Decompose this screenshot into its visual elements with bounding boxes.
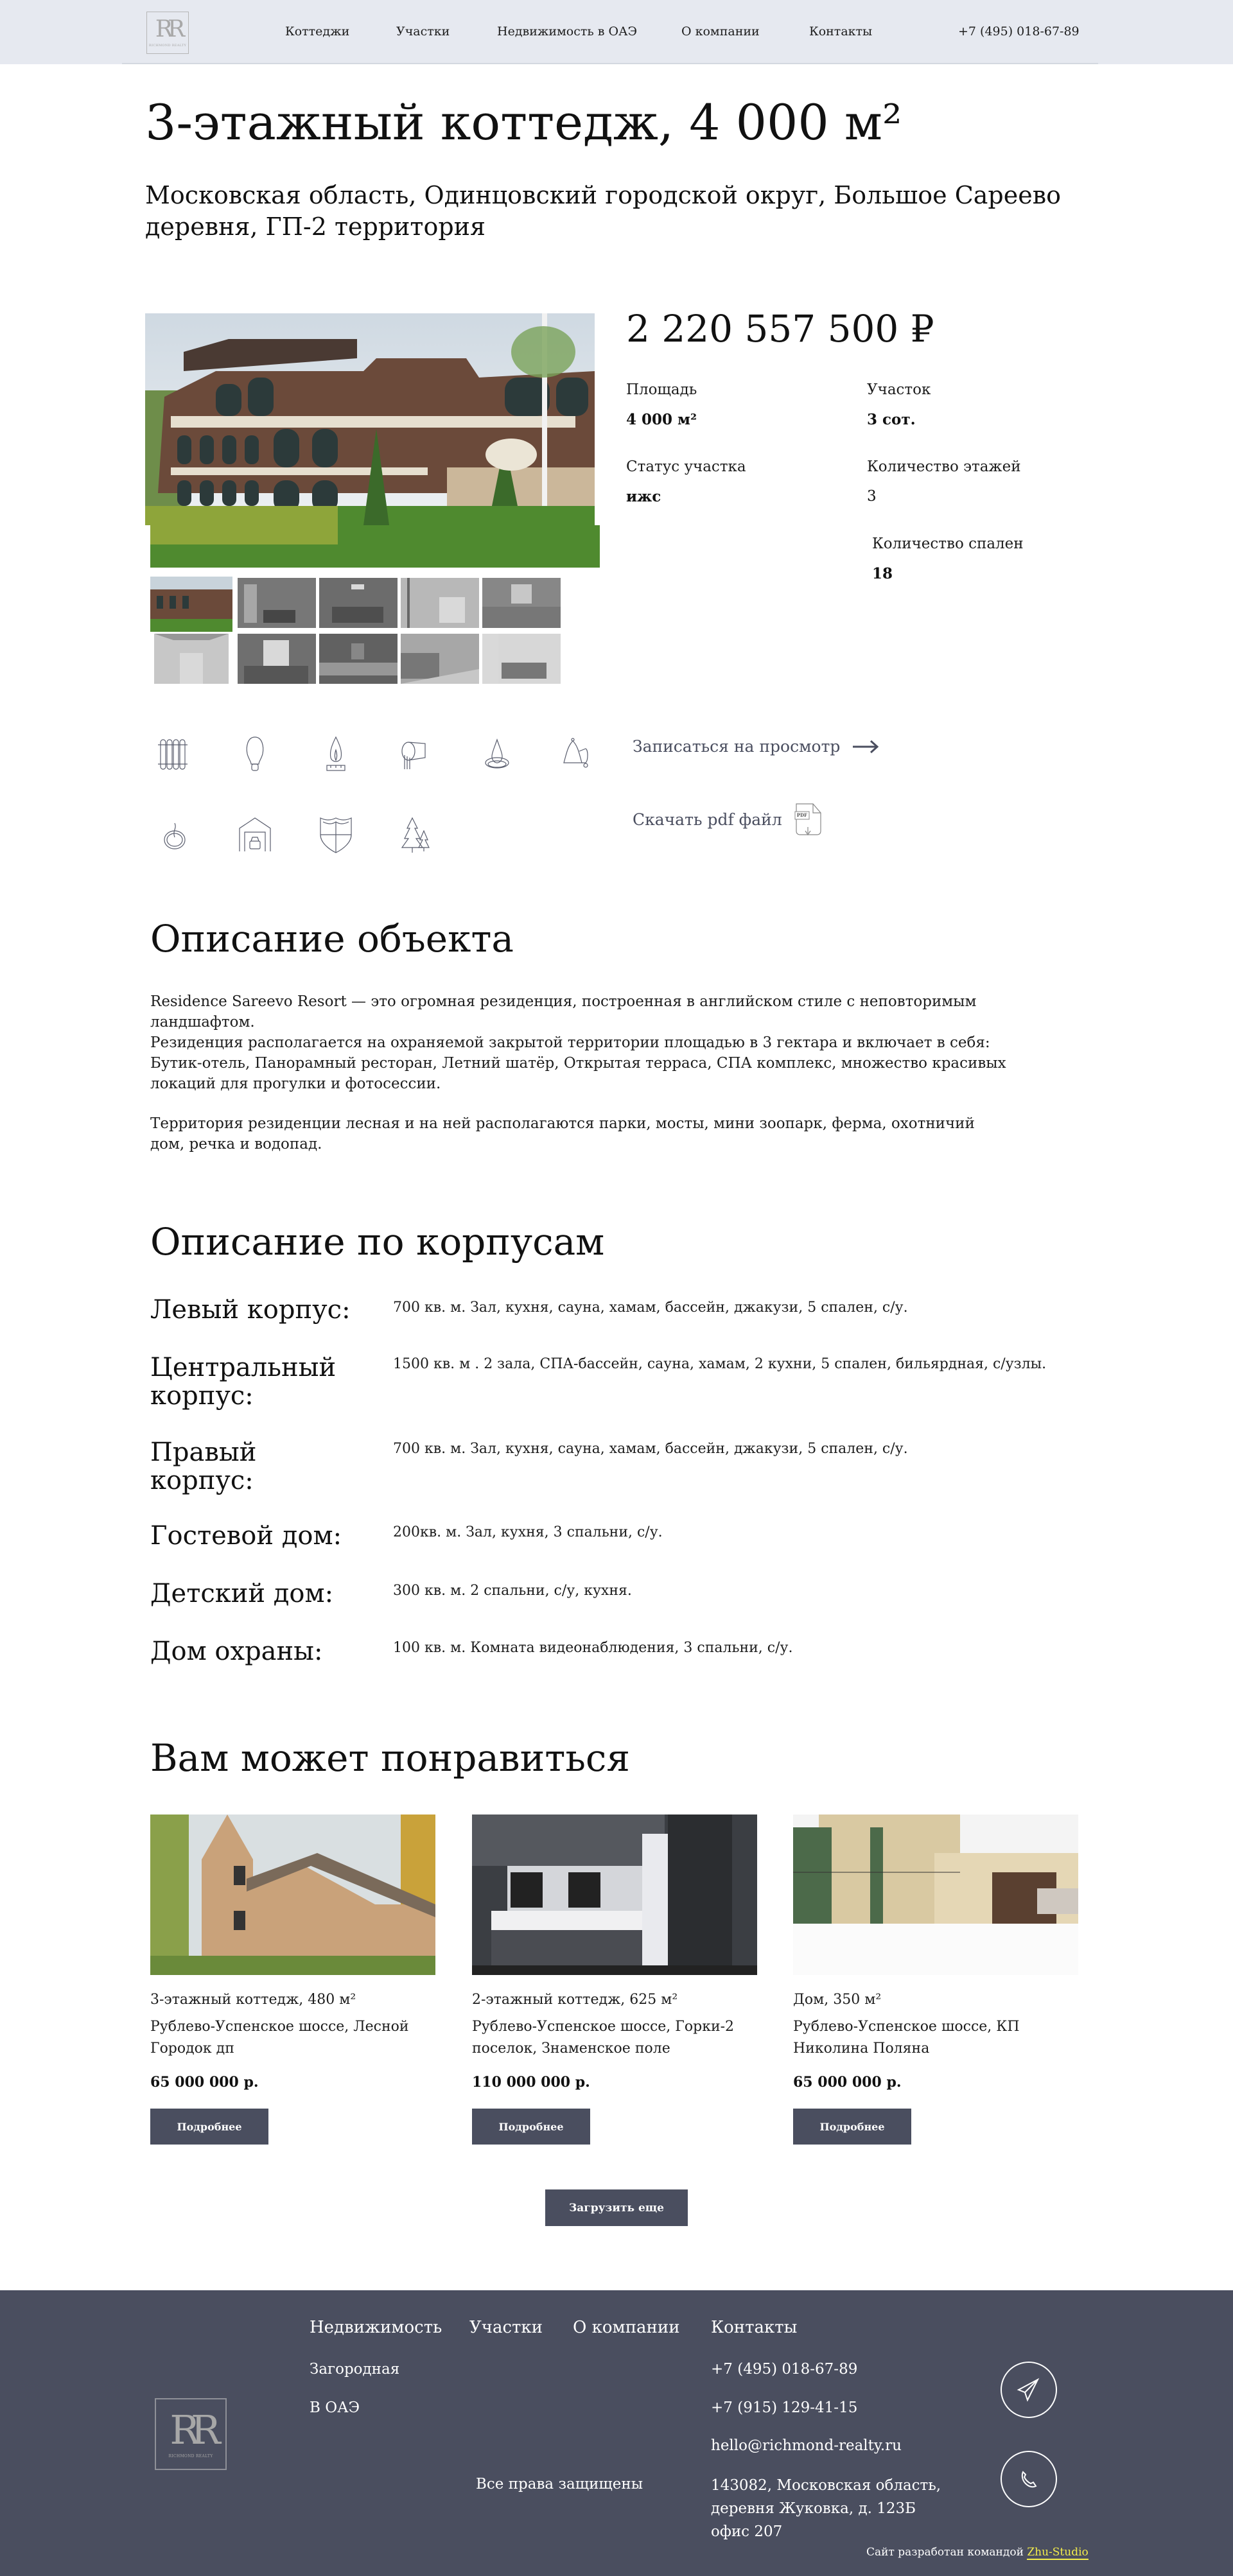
book-viewing-label: Записаться на просмотр	[633, 737, 841, 756]
recommendation-card	[150, 1815, 435, 2133]
spec-plot-label: Участок	[867, 381, 931, 398]
footer-rights: Все права защищены	[476, 2476, 643, 2493]
credit-prefix: Сайт разработан командой	[866, 2546, 1024, 2559]
gallery-thumb-3[interactable]	[319, 578, 398, 628]
building-left-desc: 700 кв. м. Зал, кухня, сауна, хамам, бассейн, джакузи, 5 спален, с/у.	[393, 1300, 908, 1316]
building-left-name: Левый корпус:	[150, 1295, 351, 1325]
header-phone[interactable]: +7 (495) 018-67-89	[958, 24, 1080, 39]
footer-link-uae[interactable]: В ОАЭ	[310, 2399, 360, 2416]
description-paragraph-1: Residence Sareevo Resort — это огромная резиденция, построенная в английском стиле с неповторимым ландшафтом.	[150, 993, 977, 1031]
building-security-desc: 100 кв. м. Комната видеонаблюдения, 3 спальни, с/у.	[393, 1640, 793, 1656]
buildings-heading: Описание по корпусам	[150, 1220, 605, 1264]
whatsapp-icon	[1013, 2463, 1045, 2495]
card-photo[interactable]	[472, 1815, 757, 1975]
card-address: Рублево-Успенское шоссе, Лесной Городок дп	[150, 2019, 409, 2057]
fireplace-icon	[155, 815, 194, 854]
building-children-name: Детский дом:	[150, 1579, 334, 1608]
building-guest-desc: 200кв. м. Зал, кухня, 3 спальни, с/у.	[393, 1524, 663, 1540]
card-price: 65 000 000 р.	[150, 2074, 259, 2091]
nav-cottages[interactable]: Коттеджи	[285, 24, 350, 39]
nav-contacts[interactable]: Контакты	[809, 24, 873, 39]
main-photo[interactable]	[145, 313, 600, 568]
building-right-desc: 700 кв. м. Зал, кухня, сауна, хамам, бассейн, джакузи, 5 спален, с/у.	[393, 1441, 908, 1457]
gallery-thumb-9[interactable]	[401, 634, 479, 684]
card-address: Рублево-Успенское шоссе, КП Николина Поляна	[793, 2019, 1020, 2057]
logo-monogram: RR	[155, 16, 180, 42]
header-divider	[122, 63, 1098, 64]
card-details-button[interactable]: Подробнее	[793, 2109, 911, 2145]
book-viewing-link[interactable]	[633, 737, 880, 756]
footer-address-line-2: деревня Жуковка, д. 123Б	[711, 2500, 916, 2517]
recommendation-card	[472, 1815, 757, 2133]
spec-bedrooms-label: Количество спален	[872, 535, 1024, 552]
logo[interactable]	[146, 12, 189, 54]
gas-flame-icon	[317, 735, 355, 773]
telegram-button[interactable]	[1001, 2362, 1057, 2418]
footer-heading-plots[interactable]: Участки	[469, 2318, 543, 2337]
card-title: Дом, 350 м²	[793, 1992, 882, 2008]
site-credit	[866, 2546, 1089, 2559]
card-price: 65 000 000 р.	[793, 2074, 902, 2091]
property-price: 2 220 557 500 ₽	[626, 307, 934, 351]
footer-heading-realty[interactable]: Недвижимость	[310, 2318, 442, 2337]
spec-status-label: Статус участка	[626, 458, 746, 475]
nav-about[interactable]: О компании	[681, 24, 760, 39]
forest-icon	[397, 815, 435, 854]
pdf-badge: PDF	[796, 812, 808, 818]
download-pdf-link[interactable]	[633, 801, 823, 837]
description-heading: Описание объекта	[150, 917, 514, 961]
card-title: 2-этажный коттедж, 625 м²	[472, 1992, 678, 2008]
building-children-desc: 300 кв. м. 2 спальни, с/у, кухня.	[393, 1583, 632, 1599]
sewage-pipe-icon	[397, 735, 435, 773]
sauna-icon	[557, 735, 596, 773]
footer-address-line-1: 143082, Московская область,	[711, 2477, 941, 2494]
footer-phone-2[interactable]: +7 (915) 129-41-15	[711, 2399, 858, 2416]
spec-area-value: 4 000 м²	[626, 411, 697, 428]
arrow-right-icon	[852, 739, 880, 754]
gallery-thumb-4[interactable]	[401, 578, 479, 628]
card-details-button[interactable]: Подробнее	[150, 2109, 268, 2145]
nav-plots[interactable]: Участки	[396, 24, 450, 39]
card-address: Рублево-Успенское шоссе, Горки-2 поселок, Знаменское поле	[472, 2019, 735, 2057]
building-center-desc: 1500 кв. м . 2 зала, СПА-бассейн, сауна, хамам, 2 кухни, 5 спален, бильярдная, с/узлы.	[393, 1356, 1047, 1372]
card-details-button[interactable]: Подробнее	[472, 2109, 590, 2145]
description-paragraph-2: Резиденция располагается на охраняемой закрытой территории площадью в 3 гектара и включает в себя: Бутик-отель, Панорамный ресторан, Летний шатёр, Открытая терраса, СПА комплекс, множество красивых локаций для прогулки и фотосессии.	[150, 1034, 1006, 1092]
footer-heading-about[interactable]: О компании	[573, 2318, 680, 2337]
gallery-thumb-8[interactable]	[319, 634, 398, 684]
spec-status-value: ижс	[626, 488, 661, 505]
card-photo[interactable]	[793, 1815, 1078, 1975]
footer-heading-contacts[interactable]: Контакты	[711, 2318, 798, 2337]
spec-area-label: Площадь	[626, 381, 697, 398]
gallery-thumb-10[interactable]	[482, 634, 561, 684]
property-address: Московская область, Одинцовский городской округ, Большое Сареево деревня, ГП-2 территория	[145, 181, 1062, 241]
footer-logo-monogram: RR	[170, 2406, 212, 2453]
recommendation-card	[793, 1815, 1078, 2133]
building-security-name: Дом охраны:	[150, 1637, 323, 1666]
card-title: 3-этажный коттедж, 480 м²	[150, 1992, 356, 2008]
footer-phone-1[interactable]: +7 (495) 018-67-89	[711, 2361, 858, 2378]
gallery-thumb-6[interactable]	[154, 634, 229, 684]
spec-plot-value: 3 сот.	[867, 411, 916, 428]
credit-link[interactable]: Zhu-Studio	[1027, 2546, 1089, 2559]
spec-floors-label: Количество этажей	[867, 458, 1021, 475]
spec-bedrooms-value: 18	[872, 565, 893, 582]
download-pdf-label: Скачать pdf файл	[633, 810, 782, 829]
description-paragraph-3: Территория резиденции лесная и на ней располагаются парки, мосты, мини зоопарк, ферма, охотничий дом, речка и водопад.	[150, 1115, 975, 1153]
card-price: 110 000 000 р.	[472, 2074, 590, 2091]
building-center-name: Центральный корпус:	[150, 1353, 337, 1411]
radiator-icon	[155, 735, 194, 773]
garage-icon	[236, 815, 274, 854]
logo-subtitle: RICHMOND REALTY	[148, 44, 187, 48]
building-guest-name: Гостевой дом:	[150, 1521, 342, 1551]
footer-logo[interactable]	[155, 2398, 227, 2470]
footer-email[interactable]: hello@richmond-realty.ru	[711, 2437, 902, 2454]
nav-uae-realty[interactable]: Недвижимость в ОАЭ	[497, 24, 638, 39]
water-drop-icon	[478, 735, 516, 773]
site-header	[0, 0, 1233, 64]
gallery-thumb-1[interactable]	[150, 577, 232, 632]
footer-link-country[interactable]: Загородная	[310, 2361, 400, 2378]
recommendations-heading: Вам может понравиться	[150, 1736, 630, 1780]
security-shield-icon	[317, 815, 355, 854]
page-title: 3-этажный коттедж, 4 000 м²	[145, 94, 902, 151]
gallery-thumb-7[interactable]	[238, 634, 316, 684]
gallery-thumb-5[interactable]	[482, 578, 561, 628]
card-photo[interactable]	[150, 1815, 435, 1975]
footer-logo-subtitle: RICHMOND REALTY	[168, 2453, 213, 2459]
building-right-name: Правый корпус:	[150, 1438, 257, 1495]
light-bulb-icon	[236, 735, 274, 773]
load-more-button[interactable]: Загрузить еще	[545, 2189, 688, 2226]
spec-floors-value: 3	[867, 488, 877, 505]
footer-address-line-3: офис 207	[711, 2523, 783, 2540]
whatsapp-button[interactable]	[1001, 2451, 1057, 2507]
gallery-thumb-2[interactable]	[238, 578, 316, 628]
telegram-icon	[1015, 2376, 1043, 2404]
pdf-file-icon	[794, 801, 823, 837]
